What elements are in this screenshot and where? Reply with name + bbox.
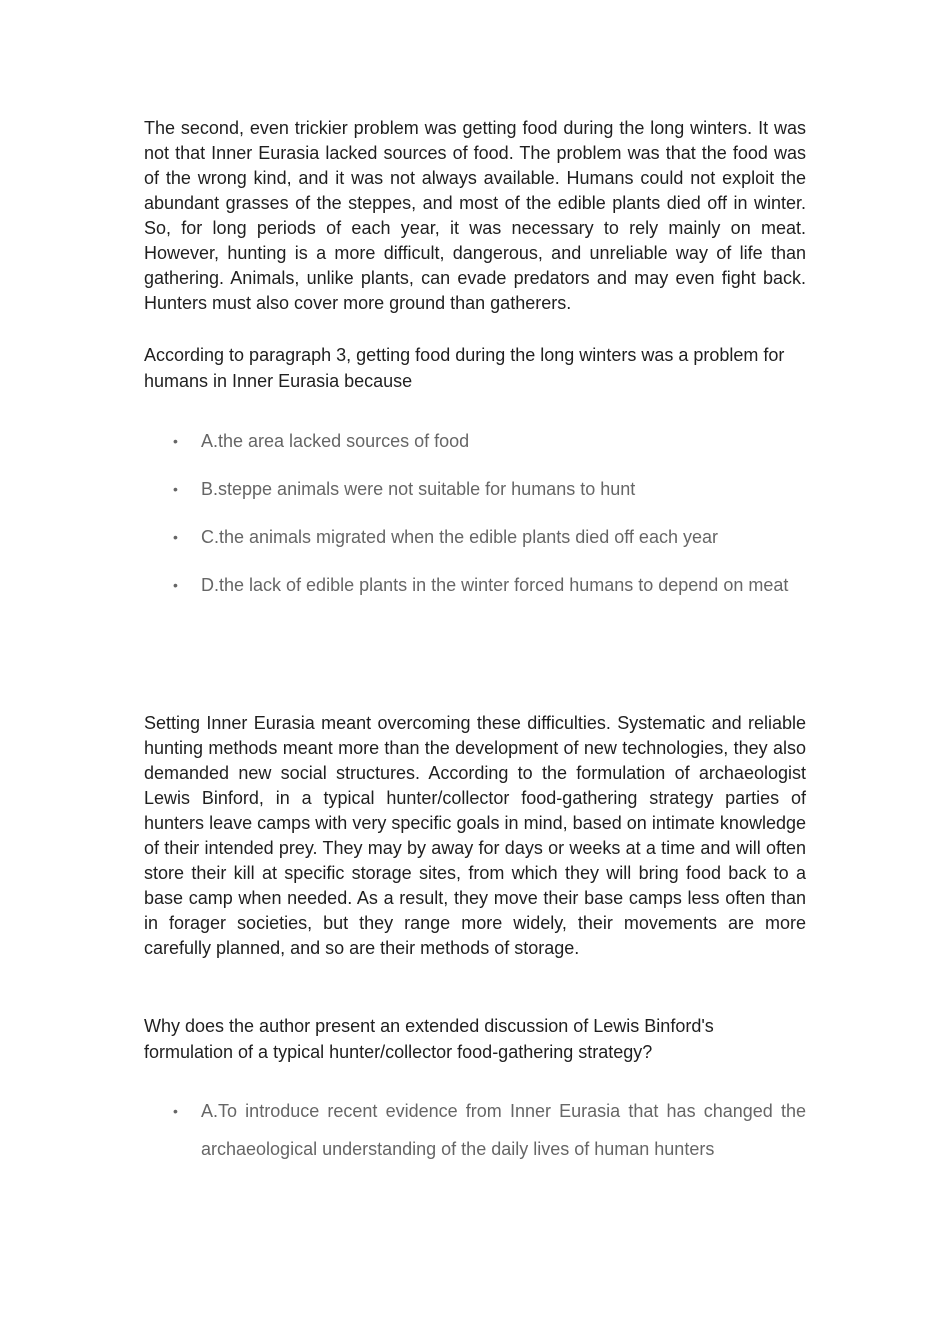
option-d-label: D.the lack of edible plants in the winter forced humans to depend on meat: [201, 575, 789, 595]
option-a[interactable]: [144, 422, 806, 460]
question-2-text: Why does the author present an extended discussion of Lewis Binford's formulation of a typical hunter/collector food-gathering strategy?: [144, 1016, 714, 1062]
passage-paragraph-4: Setting Inner Eurasia meant overcoming these difficulties. Systematic and reliable hunting methods meant more than the development of new technologies, they also demanded new social structures. According to the formulation of archaeologist Lewis Binford, in a typical hunter/collector food-gathering strategy parties of hunters leave camps with very specific goals in mind, based on intimate knowledge of their intended prey. They may by away for days or weeks at a time and will often store their kill at specific storage sites, from which they will bring food back to a base camp when needed. As a result, they move their base camps less often than in forager societies, but they range more widely, their movements are more carefully planned, and so are their methods of storage.: [144, 713, 806, 958]
question-2-options: [144, 1092, 806, 1168]
option-b[interactable]: [144, 470, 806, 508]
option-a-label: A.To introduce recent evidence from Inner Eurasia that has changed the archaeological understanding of the daily lives of human hunters: [201, 1101, 806, 1159]
bullet-icon: •: [173, 529, 178, 545]
option-a-label: A.the area lacked sources of food: [201, 431, 470, 451]
option-d[interactable]: [144, 566, 806, 604]
option-c[interactable]: [144, 518, 806, 556]
bullet-icon: •: [173, 433, 178, 449]
question-1-text: According to paragraph 3, getting food during the long winters was a problem for humans in Inner Eurasia because: [144, 345, 785, 391]
question-1-options: [144, 422, 806, 604]
bullet-icon: •: [173, 577, 178, 593]
option-b-label: B.steppe animals were not suitable for humans to hunt: [201, 479, 636, 499]
passage-paragraph-3: The second, even trickier problem was getting food during the long winters. It was not that Inner Eurasia lacked sources of food. The problem was that the food was of the wrong kind, and it was not always available. Humans could not exploit the abundant grasses of the steppes, and most of the edible plants died off in winter. So, for long periods of each year, it was necessary to rely mainly on meat. However, hunting is a more difficult, dangerous, and unreliable way of life than gathering. Animals, unlike plants, can evade predators and may even fight back. Hunters must also cover more ground than gatherers.: [144, 118, 806, 313]
bullet-icon: •: [173, 1103, 178, 1119]
option-a[interactable]: [144, 1092, 806, 1168]
bullet-icon: •: [173, 481, 178, 497]
option-c-label: C.the animals migrated when the edible plants died off each year: [201, 527, 718, 547]
